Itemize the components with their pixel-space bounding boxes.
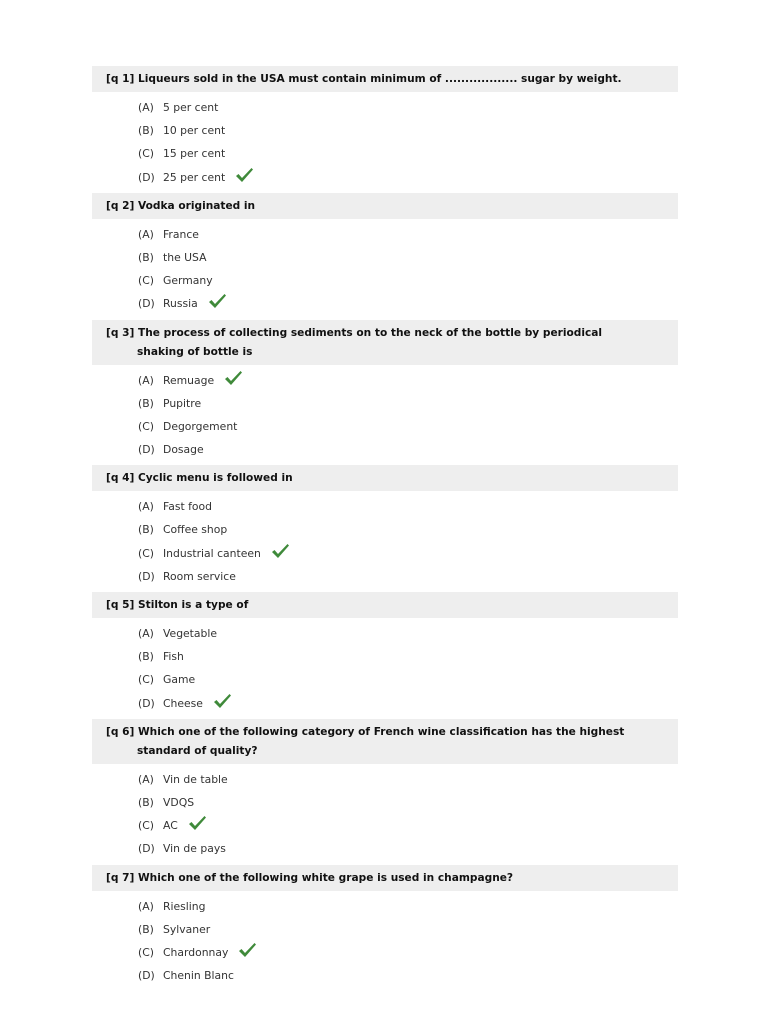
option-letter: (C): [138, 419, 154, 433]
option-letter: (A): [138, 627, 154, 640]
option-letter: (C): [138, 819, 154, 833]
option-text: Degorgement: [163, 419, 238, 433]
answer-option: [138, 292, 678, 315]
option-letter: (C): [138, 546, 154, 560]
options-list: [92, 92, 678, 193]
question-header: [92, 465, 678, 491]
checkmark-icon: [208, 293, 227, 317]
question-header: [92, 66, 678, 92]
question-text: Cyclic menu is followed in: [138, 472, 293, 485]
option-text: Coffee shop: [163, 523, 228, 537]
option-text: VDQS: [163, 795, 195, 809]
question-text: Which one of the following category of French wine classification has the highest: [138, 725, 625, 738]
question-text: Vodka originated in: [138, 199, 256, 212]
options-list: [92, 491, 678, 592]
quiz-list: [92, 66, 678, 991]
answer-option: [138, 941, 678, 964]
answer-option: [138, 369, 678, 392]
answer-option: [138, 119, 678, 142]
answer-option: [138, 166, 678, 189]
question-block: [92, 66, 678, 193]
answer-option: [138, 565, 678, 588]
question-block: [92, 592, 678, 719]
option-text: Dosage: [163, 443, 204, 457]
answer-option: [138, 837, 678, 860]
option-text: Chenin Blanc: [163, 969, 234, 983]
question-text: Stilton is a type of: [138, 599, 249, 611]
question-text: Liqueurs sold in the USA must contain minimum of .................. sugar by weight.: [138, 73, 622, 85]
checkmark-icon: [235, 167, 254, 191]
question-header: [92, 193, 678, 219]
option-letter: (D): [138, 443, 155, 457]
option-letter: (C): [138, 945, 154, 959]
question-number: [q 4]: [106, 472, 135, 485]
question-text: standard of quality?: [137, 744, 258, 757]
question-text-line: [106, 70, 678, 89]
option-text: 25 per cent: [163, 170, 226, 184]
question-number: [q 6]: [106, 725, 135, 738]
question-header: [92, 592, 678, 618]
question-text-line: [106, 469, 678, 488]
question-text: Which one of the following white grape is used in champagne?: [138, 871, 514, 884]
option-letter: (B): [138, 650, 154, 664]
option-text: France: [163, 227, 199, 241]
answer-option: [138, 668, 678, 691]
answer-option: [138, 542, 678, 565]
option-letter: (B): [138, 250, 154, 264]
option-text: Cheese: [163, 696, 203, 710]
option-letter: (A): [138, 899, 154, 913]
option-text: the USA: [163, 250, 207, 264]
answer-option: [138, 768, 678, 791]
option-letter: (D): [138, 969, 155, 983]
question-text-line: [106, 343, 678, 362]
option-letter: (C): [138, 147, 154, 161]
answer-option: [138, 246, 678, 269]
option-letter: (B): [138, 922, 154, 936]
question-text: The process of collecting sediments on to the neck of the bottle by periodical: [138, 326, 603, 339]
answer-option: [138, 622, 678, 645]
question-text-line: [106, 869, 678, 888]
question-number: [q 5]: [106, 599, 135, 611]
option-letter: (D): [138, 297, 155, 311]
answer-option: [138, 415, 678, 438]
option-text: Sylvaner: [163, 922, 211, 936]
options-list: [92, 365, 678, 466]
options-list: [92, 891, 678, 992]
option-text: Vin de pays: [163, 842, 226, 856]
options-list: [92, 764, 678, 865]
question-number: [q 7]: [106, 871, 135, 884]
option-text: Vin de table: [163, 772, 228, 786]
question-block: [92, 719, 678, 865]
answer-option: [138, 518, 678, 541]
checkmark-icon: [213, 693, 232, 717]
answer-option: [138, 918, 678, 941]
option-letter: (B): [138, 523, 154, 537]
option-text: Industrial canteen: [163, 546, 261, 560]
answer-option: [138, 645, 678, 668]
option-letter: (C): [138, 274, 154, 288]
option-text: 10 per cent: [163, 124, 226, 138]
option-text: Fish: [163, 650, 184, 664]
option-letter: (D): [138, 569, 155, 583]
question-header: [92, 865, 678, 891]
question-number: [q 3]: [106, 326, 135, 339]
option-letter: (C): [138, 673, 154, 687]
answer-option: [138, 223, 678, 246]
option-letter: (D): [138, 842, 155, 856]
question-text: shaking of bottle is: [137, 345, 253, 358]
option-text: Remuage: [163, 373, 215, 387]
question-header: [92, 320, 678, 365]
question-block: [92, 465, 678, 592]
option-letter: (A): [138, 227, 154, 241]
options-list: [92, 219, 678, 320]
question-text-line: [106, 324, 678, 343]
option-letter: (D): [138, 170, 155, 184]
answer-option: [138, 495, 678, 518]
question-block: [92, 865, 678, 992]
option-letter: (B): [138, 795, 154, 809]
checkmark-icon: [188, 815, 207, 839]
option-letter: (D): [138, 696, 155, 710]
answer-option: [138, 269, 678, 292]
option-letter: (A): [138, 772, 154, 786]
answer-option: [138, 964, 678, 987]
question-text-line: [106, 596, 678, 615]
question-number: [q 2]: [106, 199, 135, 212]
option-letter: (A): [138, 101, 154, 114]
answer-option: [138, 392, 678, 415]
option-text: Germany: [163, 274, 213, 288]
answer-option: [138, 814, 678, 837]
option-text: Chardonnay: [163, 945, 229, 959]
answer-option: [138, 142, 678, 165]
option-text: Room service: [163, 569, 236, 583]
answer-option: [138, 692, 678, 715]
option-letter: (A): [138, 500, 154, 514]
option-text: Pupitre: [163, 396, 202, 410]
option-letter: (B): [138, 396, 154, 410]
options-list: [92, 618, 678, 719]
checkmark-icon: [224, 370, 243, 394]
option-letter: (B): [138, 124, 154, 138]
answer-option: [138, 96, 678, 119]
option-text: Game: [163, 673, 196, 687]
question-text-line: [106, 742, 678, 761]
question-header: [92, 719, 678, 764]
option-text: AC: [163, 819, 178, 833]
option-text: Russia: [163, 297, 198, 311]
answer-option: [138, 895, 678, 918]
question-block: [92, 320, 678, 466]
option-text: Vegetable: [163, 627, 218, 640]
question-block: [92, 193, 678, 320]
checkmark-icon: [271, 543, 290, 567]
question-text-line: [106, 723, 678, 742]
question-text-line: [106, 197, 678, 216]
option-text: Fast food: [163, 500, 212, 514]
answer-option: [138, 791, 678, 814]
option-letter: (A): [138, 373, 154, 387]
question-number: [q 1]: [106, 73, 135, 85]
option-text: 5 per cent: [163, 101, 219, 114]
checkmark-icon: [238, 942, 257, 966]
option-text: Riesling: [163, 899, 206, 913]
option-text: 15 per cent: [163, 147, 226, 161]
answer-option: [138, 438, 678, 461]
